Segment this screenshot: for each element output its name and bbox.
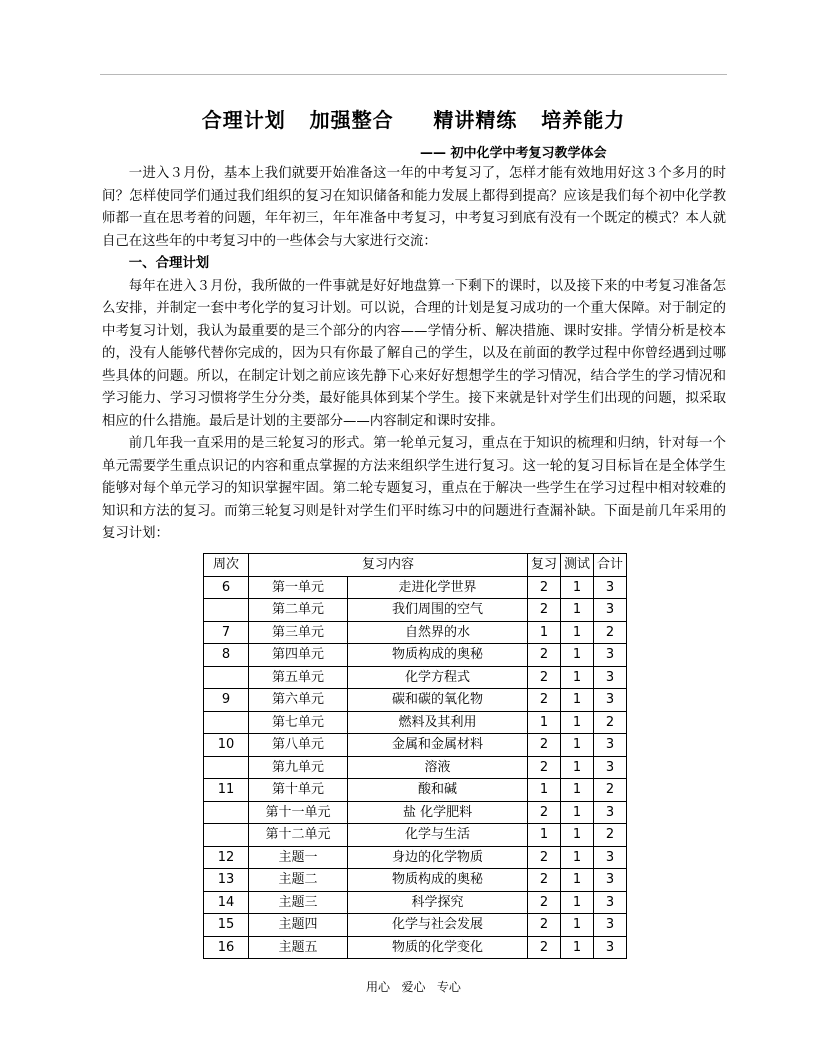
cell-total: 3 (594, 846, 627, 869)
cell-total: 2 (594, 824, 627, 847)
cell-review: 2 (528, 734, 561, 757)
cell-topic: 我们周围的空气 (348, 599, 528, 622)
cell-week: 13 (204, 869, 249, 892)
table-row (204, 711, 627, 734)
cell-test: 1 (561, 734, 594, 757)
cell-review: 2 (528, 599, 561, 622)
cell-unit: 第十单元 (249, 779, 348, 802)
table-row (204, 644, 627, 667)
cell-test: 1 (561, 824, 594, 847)
cell-week (204, 711, 249, 734)
intro-paragraph: 一进入３月份，基本上我们就要开始准备这一年的中考复习了，怎样才能有效地用好这３个多月的时间？怎样使同学们通过我们组织的复习在知识储备和能力发展上都得到提高？应该是我们每个初中化学教师都一直在思考着的问题，年年初三，年年准备中考复习，中考复习到底有没有一个既定的模式？本人就自己在这些年的中考复习中的一些体会与大家进行交流： (102, 166, 726, 249)
cell-test: 1 (561, 779, 594, 802)
cell-week: 14 (204, 891, 249, 914)
cell-unit: 第十二单元 (249, 824, 348, 847)
header-rule (100, 74, 727, 75)
cell-test: 1 (561, 711, 594, 734)
cell-topic: 物质的化学变化 (348, 936, 528, 959)
table-row (204, 846, 627, 869)
table-row (204, 824, 627, 847)
cell-topic: 盐 化学肥料 (348, 801, 528, 824)
cell-topic: 溶液 (348, 756, 528, 779)
cell-test: 1 (561, 891, 594, 914)
cell-total: 3 (594, 576, 627, 599)
header-total: 合计 (594, 554, 627, 577)
review-plan-table (203, 553, 627, 959)
cell-review: 2 (528, 689, 561, 712)
table-row (204, 891, 627, 914)
table-header-row (204, 554, 627, 577)
cell-review: 2 (528, 666, 561, 689)
cell-review: 2 (528, 936, 561, 959)
cell-topic: 身边的化学物质 (348, 846, 528, 869)
cell-test: 1 (561, 869, 594, 892)
table-row (204, 734, 627, 757)
cell-week: 15 (204, 914, 249, 937)
cell-review: 2 (528, 756, 561, 779)
cell-topic: 金属和金属材料 (348, 734, 528, 757)
cell-total: 3 (594, 666, 627, 689)
cell-unit: 第四单元 (249, 644, 348, 667)
table-row (204, 689, 627, 712)
cell-topic: 化学与社会发展 (348, 914, 528, 937)
cell-week: 16 (204, 936, 249, 959)
cell-topic: 酸和碱 (348, 779, 528, 802)
cell-test: 1 (561, 914, 594, 937)
cell-unit: 第二单元 (249, 599, 348, 622)
table-row (204, 801, 627, 824)
header-test: 测试 (561, 554, 594, 577)
cell-week: 9 (204, 689, 249, 712)
cell-test: 1 (561, 576, 594, 599)
table-row (204, 779, 627, 802)
cell-topic: 化学方程式 (348, 666, 528, 689)
document-title: 合理计划 加强整合 精讲精练 培养能力 (201, 108, 626, 132)
paragraph-rounds: 前几年我一直采用的是三轮复习的形式。第一轮单元复习，重点在于知识的梳理和归纳，针对每一个单元需要学生重点识记的内容和重点掌握的方法来组织学生进行复习。这一轮的复习目标旨在是全体学生能够对每个单元学习的知识掌握牢固。第二轮专题复习，重点在于解决一些学生在学习过程中相对较难的知识和方法的复习。而第三轮复习则是针对学生们平时练习中的问题进行查漏补缺。下面是前几年采用的复习计划： (102, 436, 726, 541)
table-row (204, 756, 627, 779)
cell-unit: 主题三 (249, 891, 348, 914)
cell-review: 2 (528, 576, 561, 599)
page-footer: 用心 爱心 专心 (366, 980, 461, 994)
cell-topic: 物质构成的奥秘 (348, 869, 528, 892)
cell-unit: 第十一单元 (249, 801, 348, 824)
cell-unit: 主题二 (249, 869, 348, 892)
cell-review: 1 (528, 711, 561, 734)
cell-week: 6 (204, 576, 249, 599)
table-row (204, 936, 627, 959)
cell-test: 1 (561, 599, 594, 622)
cell-test: 1 (561, 689, 594, 712)
cell-test: 1 (561, 801, 594, 824)
cell-unit: 第九单元 (249, 756, 348, 779)
cell-topic: 燃料及其利用 (348, 711, 528, 734)
cell-week (204, 801, 249, 824)
header-content: 复习内容 (249, 554, 528, 577)
cell-week: 12 (204, 846, 249, 869)
cell-week: 11 (204, 779, 249, 802)
cell-week (204, 756, 249, 779)
cell-review: 1 (528, 824, 561, 847)
cell-review: 2 (528, 914, 561, 937)
cell-topic: 自然界的水 (348, 621, 528, 644)
cell-total: 3 (594, 801, 627, 824)
cell-total: 3 (594, 734, 627, 757)
cell-topic: 走进化学世界 (348, 576, 528, 599)
cell-review: 2 (528, 891, 561, 914)
header-week: 周次 (204, 554, 249, 577)
cell-total: 3 (594, 891, 627, 914)
table-row (204, 914, 627, 937)
cell-week: 7 (204, 621, 249, 644)
cell-review: 1 (528, 621, 561, 644)
table-row (204, 621, 627, 644)
cell-week (204, 599, 249, 622)
cell-review: 1 (528, 779, 561, 802)
cell-test: 1 (561, 756, 594, 779)
cell-total: 3 (594, 689, 627, 712)
header-review: 复习 (528, 554, 561, 577)
table-row (204, 599, 627, 622)
cell-total: 3 (594, 599, 627, 622)
cell-test: 1 (561, 936, 594, 959)
document-body (102, 163, 726, 546)
cell-review: 2 (528, 644, 561, 667)
cell-test: 1 (561, 666, 594, 689)
document-subtitle: —— 初中化学中考复习教学体会 (420, 146, 607, 161)
table-row (204, 666, 627, 689)
cell-unit: 第七单元 (249, 711, 348, 734)
cell-unit: 第一单元 (249, 576, 348, 599)
cell-review: 2 (528, 846, 561, 869)
cell-unit: 第三单元 (249, 621, 348, 644)
cell-week (204, 666, 249, 689)
cell-total: 3 (594, 644, 627, 667)
cell-unit: 主题一 (249, 846, 348, 869)
cell-total: 3 (594, 914, 627, 937)
cell-total: 3 (594, 869, 627, 892)
cell-total: 3 (594, 936, 627, 959)
cell-test: 1 (561, 846, 594, 869)
cell-total: 2 (594, 621, 627, 644)
cell-unit: 第五单元 (249, 666, 348, 689)
cell-total: 3 (594, 756, 627, 779)
cell-unit: 主题四 (249, 914, 348, 937)
cell-unit: 第八单元 (249, 734, 348, 757)
cell-week (204, 824, 249, 847)
cell-week: 8 (204, 644, 249, 667)
section-heading: 一、合理计划 (128, 256, 210, 271)
cell-total: 2 (594, 779, 627, 802)
cell-week: 10 (204, 734, 249, 757)
table-row (204, 576, 627, 599)
cell-test: 1 (561, 644, 594, 667)
cell-unit: 第六单元 (249, 689, 348, 712)
cell-test: 1 (561, 621, 594, 644)
cell-unit: 主题五 (249, 936, 348, 959)
cell-review: 2 (528, 801, 561, 824)
table-row (204, 869, 627, 892)
cell-topic: 化学与生活 (348, 824, 528, 847)
cell-topic: 碳和碳的氧化物 (348, 689, 528, 712)
cell-topic: 科学探究 (348, 891, 528, 914)
cell-total: 2 (594, 711, 627, 734)
cell-review: 2 (528, 869, 561, 892)
paragraph-plan: 每年在进入３月份，我所做的一件事就是好好地盘算一下剩下的课时，以及接下来的中考复习准备怎么安排，并制定一套中考化学的复习计划。可以说，合理的计划是复习成功的一个重大保障。对于制定的中考复习计划，我认为最重要的是三个部分的内容——学情分析、解决措施、课时安排。学情分析是校本的，没有人能够代替你完成的，因为只有你最了解自己的学生，以及在前面的教学过程中你曾经遇到过哪些具体的问题。所以，在制定计划之前应该先静下心来好好想想学生的学习情况，结合学生的学习情况和学习能力、学习习惯将学生分分类，最好能具体到某个学生。接下来就是针对学生们出现的问题，拟采取相应的什么措施。最后是计划的主要部分——内容制定和课时安排。 (102, 278, 726, 429)
cell-topic: 物质构成的奥秘 (348, 644, 528, 667)
